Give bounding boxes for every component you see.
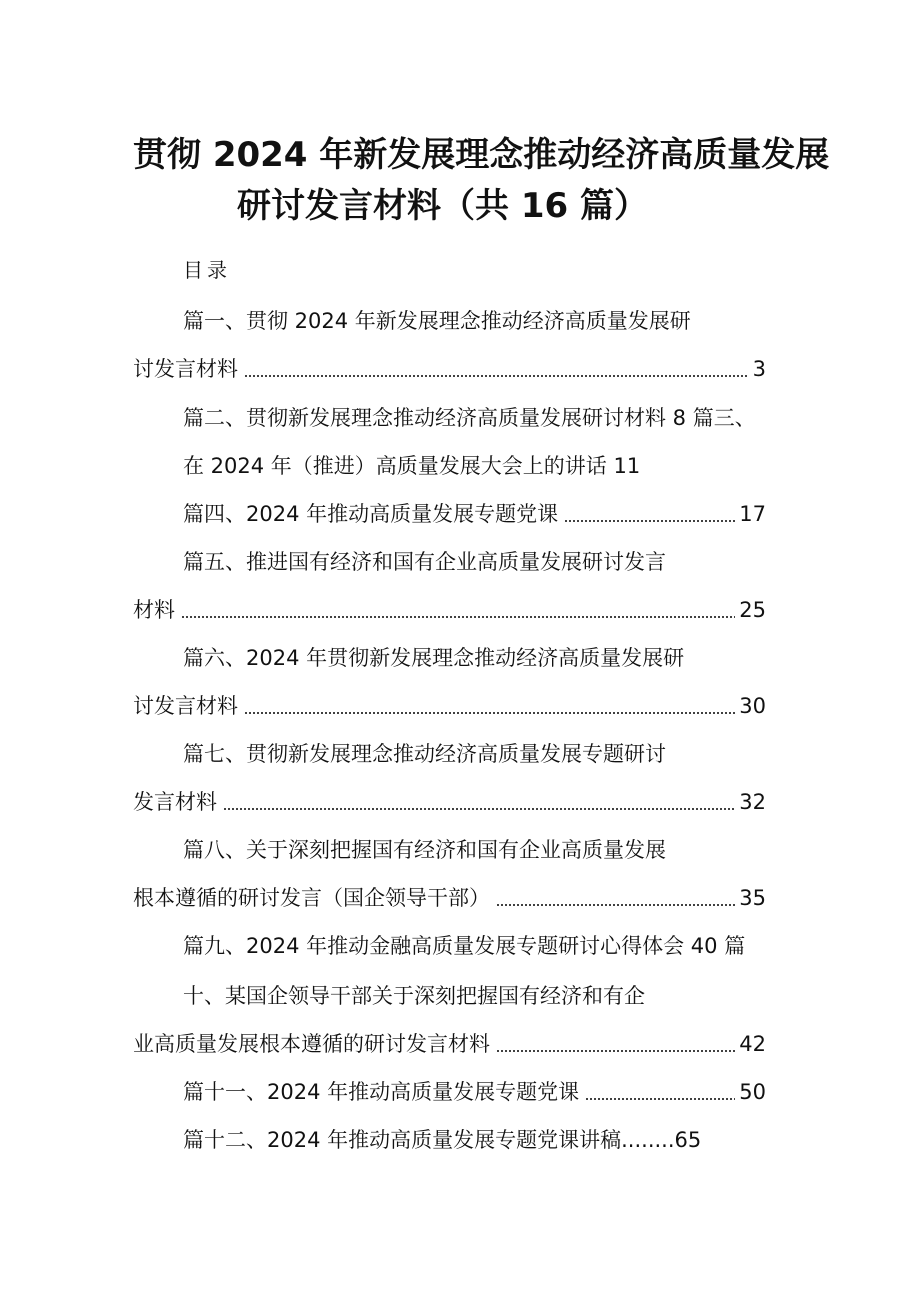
dot-leader <box>181 616 735 618</box>
toc-entry-text: 发言材料 <box>133 790 217 814</box>
toc-line: 篇一、贯彻 2024 年新发展理念推动经济高质量发展研 <box>183 309 691 333</box>
toc-line: 在 2024 年（推进）高质量发展大会上的讲话 11 <box>183 454 641 478</box>
toc-entry-text: 材料 <box>133 598 175 622</box>
toc-line: 篇六、2024 年贯彻新发展理念推动经济高质量发展研 <box>183 646 685 670</box>
toc-entry-8-tail <box>133 883 766 913</box>
dot-leader <box>496 1050 735 1052</box>
toc-line: 十、某国企领导干部关于深刻把握国有经济和有企 <box>183 984 645 1008</box>
dot-leader <box>496 904 735 906</box>
toc-page-number: 3 <box>752 357 766 381</box>
toc-entry-11 <box>183 1077 766 1107</box>
toc-page-number: 30 <box>739 694 766 718</box>
dot-leader <box>244 712 735 714</box>
toc-entry-4 <box>183 499 766 529</box>
document-title-line-2: 研讨发言材料（共 16 篇） <box>237 186 648 226</box>
toc-page-number: 35 <box>739 886 766 910</box>
toc-line: 篇十二、2024 年推动高质量发展专题党课讲稿........65 <box>183 1128 702 1152</box>
toc-page-number: 50 <box>739 1080 766 1104</box>
toc-page-number: 42 <box>739 1032 766 1056</box>
toc-entry-text: 篇四、2024 年推动高质量发展专题党课 <box>183 502 559 526</box>
toc-entry-text: 业高质量发展根本遵循的研讨发言材料 <box>133 1032 490 1056</box>
dot-leader <box>223 808 735 810</box>
toc-entry-6-tail <box>133 691 766 721</box>
toc-line: 篇二、贯彻新发展理念推动经济高质量发展研讨材料 8 篇三、 <box>183 406 756 430</box>
toc-entry-text: 讨发言材料 <box>133 694 238 718</box>
toc-page-number: 32 <box>739 790 766 814</box>
toc-entry-text: 篇十一、2024 年推动高质量发展专题党课 <box>183 1080 580 1104</box>
toc-heading: 目录 <box>183 258 231 282</box>
toc-page-number: 25 <box>739 598 766 622</box>
toc-entry-1-tail <box>133 354 766 384</box>
dot-leader <box>244 375 749 377</box>
toc-entry-7-tail <box>133 787 766 817</box>
toc-line: 篇八、关于深刻把握国有经济和国有企业高质量发展 <box>183 838 666 862</box>
toc-page-number: 17 <box>739 502 766 526</box>
document-title-line-1: 贯彻 2024 年新发展理念推动经济高质量发展 <box>133 135 830 175</box>
toc-entry-10-tail <box>133 1029 766 1059</box>
dot-leader <box>585 1098 735 1100</box>
toc-line: 篇七、贯彻新发展理念推动经济高质量发展专题研讨 <box>183 742 666 766</box>
toc-entry-5-tail <box>133 595 766 625</box>
toc-entry-text: 讨发言材料 <box>133 357 238 381</box>
dot-leader <box>564 520 735 522</box>
toc-entry-text: 根本遵循的研讨发言（国企领导干部） <box>133 886 490 910</box>
toc-line: 篇九、2024 年推动金融高质量发展专题研讨心得体会 40 篇 <box>183 934 746 958</box>
toc-line: 篇五、推进国有经济和国有企业高质量发展研讨发言 <box>183 550 666 574</box>
